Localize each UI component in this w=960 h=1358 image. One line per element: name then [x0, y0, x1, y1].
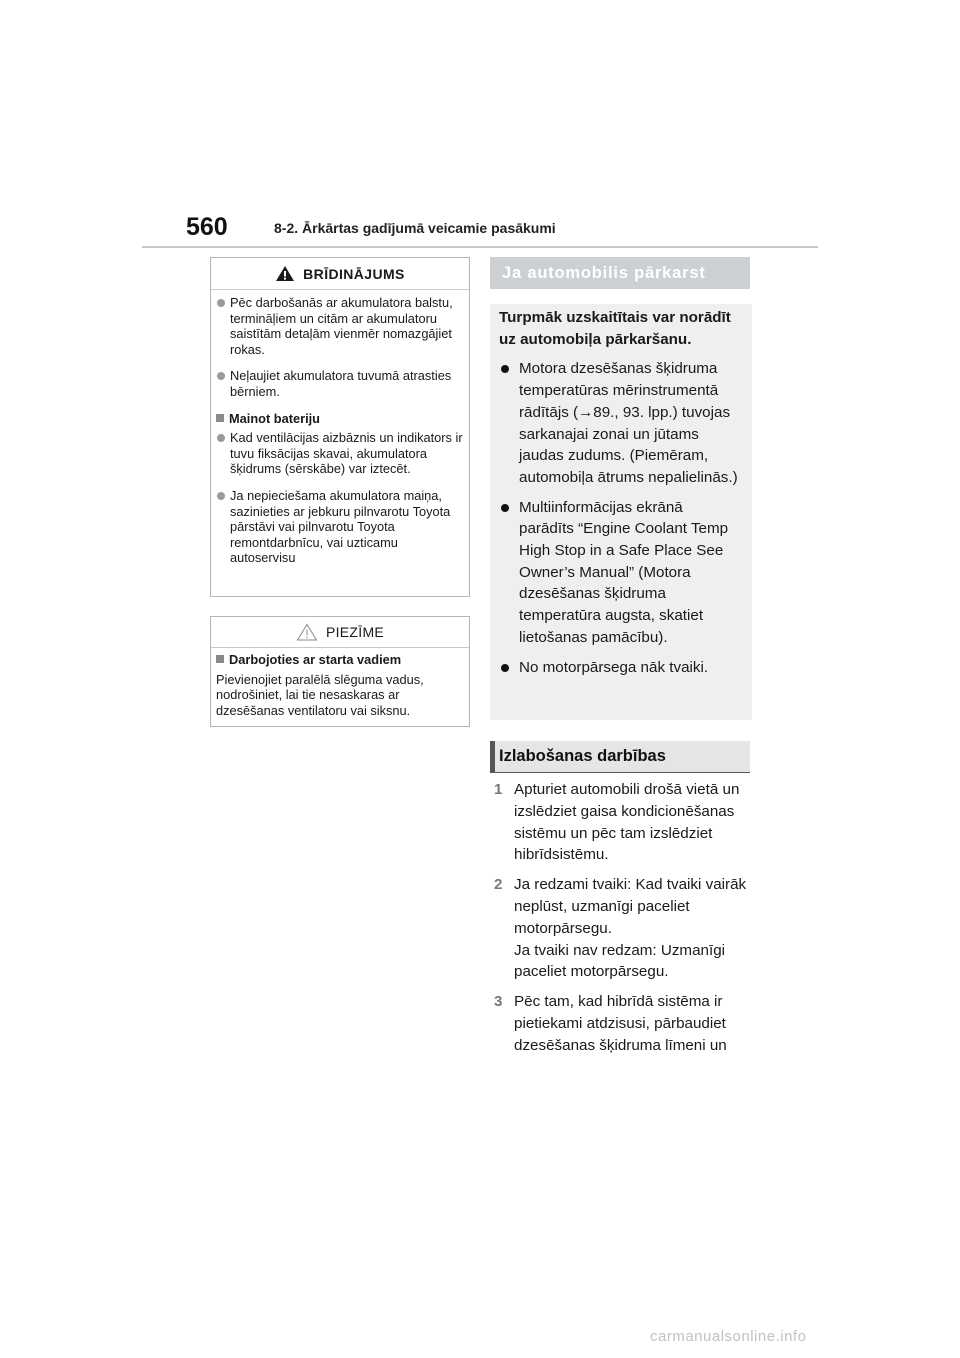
rescue-heading: Izlabošanas darbības — [490, 741, 750, 773]
overheat-symptom: No motorpārsega nāk tvaiki. — [499, 657, 740, 679]
rescue-step — [490, 874, 755, 983]
note-triangle-icon — [296, 623, 318, 641]
step-text: Pēc tam, kad hibrīdā sistēma ir pietiekami atdzisusi, pārbaudiet dzesēšanas šķidruma līmeni un — [514, 993, 727, 1054]
step-number: 3 — [494, 993, 503, 1011]
overheat-band-title: Ja automobilis pārkarst — [490, 257, 750, 289]
warning-box — [210, 257, 470, 597]
overheat-symptom: Motora dzesēšanas šķidruma temperatūras mērinstrumentā rādītājs (→89., 93. lpp.) tuvojas sarkanajai zonai un jūtams jaudas zudums. (Piemēram, automobiļa ātrums nepalielinās.) — [499, 358, 740, 488]
warning-item: Neļaujiet akumulatora tuvumā atrasties bērniem. — [216, 368, 463, 399]
step-number: 2 — [494, 876, 503, 894]
note-subheading: Darbojoties ar starta vadiem — [216, 652, 463, 668]
warning-header — [211, 258, 469, 290]
warning-title: BRĪDINĀJUMS — [303, 265, 405, 282]
section-title: 8-2. Ārkārtas gadījumā veicamie pasākumi — [274, 220, 556, 236]
note-header — [211, 617, 469, 648]
step-text: Ja tvaiki nav redzam: Uzmanīgi paceliet motorpārsegu. — [514, 941, 726, 981]
overheat-symptom: Multiinformācijas ekrānā parādīts “Engine Coolant Temp High Stop in a Safe Place See Owner’s Manual” (Motora dzesēšanas šķidruma temperatūra augsta, skatiet lietošanas pamācību). — [499, 497, 740, 649]
note-box — [210, 616, 470, 727]
rescue-step — [490, 779, 755, 866]
step-number: 1 — [494, 781, 503, 798]
watermark: carmanualsonline.info — [650, 1328, 807, 1345]
note-title: PIEZĪME — [325, 624, 385, 640]
note-text: Pievienojiet paralēlā slēguma vadus, nodrošiniet, lai tie nesaskaras ar dzesēšanas ventilatoru vai siksnu. — [216, 671, 424, 718]
overheat-lead: Turpmāk uzskaitītais var norādīt uz automobiļa pārkaršanu. — [499, 309, 731, 348]
warning-item: Kad ventilācijas aizbāznis un indikators ir tuvu fiksācijas skavai, akumulatora šķidrums (sērskābe) var iztecēt. — [216, 430, 463, 477]
overheat-info-box — [490, 304, 752, 720]
page-number: 560 — [186, 213, 228, 241]
step-text: Ja redzami tvaiki: Kad tvaiki vairāk neplūst, uzmanīgi paceliet motorpārsegu. — [514, 876, 747, 937]
page-header — [142, 210, 818, 248]
rescue-step — [490, 991, 755, 1056]
step-text: Apturiet automobili drošā vietā un izslēdziet gaisa kondicionēšanas sistēmu un pēc tam izslēdziet hibrīdsistēmu. — [514, 781, 740, 864]
warning-subheading: Mainot bateriju — [216, 411, 463, 427]
rescue-steps — [490, 779, 755, 1065]
warning-triangle-icon — [275, 265, 295, 282]
warning-item: Pēc darbošanās ar akumulatora balstu, termināļiem un citām ar akumulatoru saistītām detaļām vienmēr nomazgājiet rokas. — [216, 295, 463, 357]
warning-item: Ja nepieciešama akumulatora maiņa, sazinieties ar jebkuru pilnvarotu Toyota pārstāvi vai pilnvarotu Toyota remontdarbnīcu, vai uzticamu autoservisu — [216, 488, 463, 566]
